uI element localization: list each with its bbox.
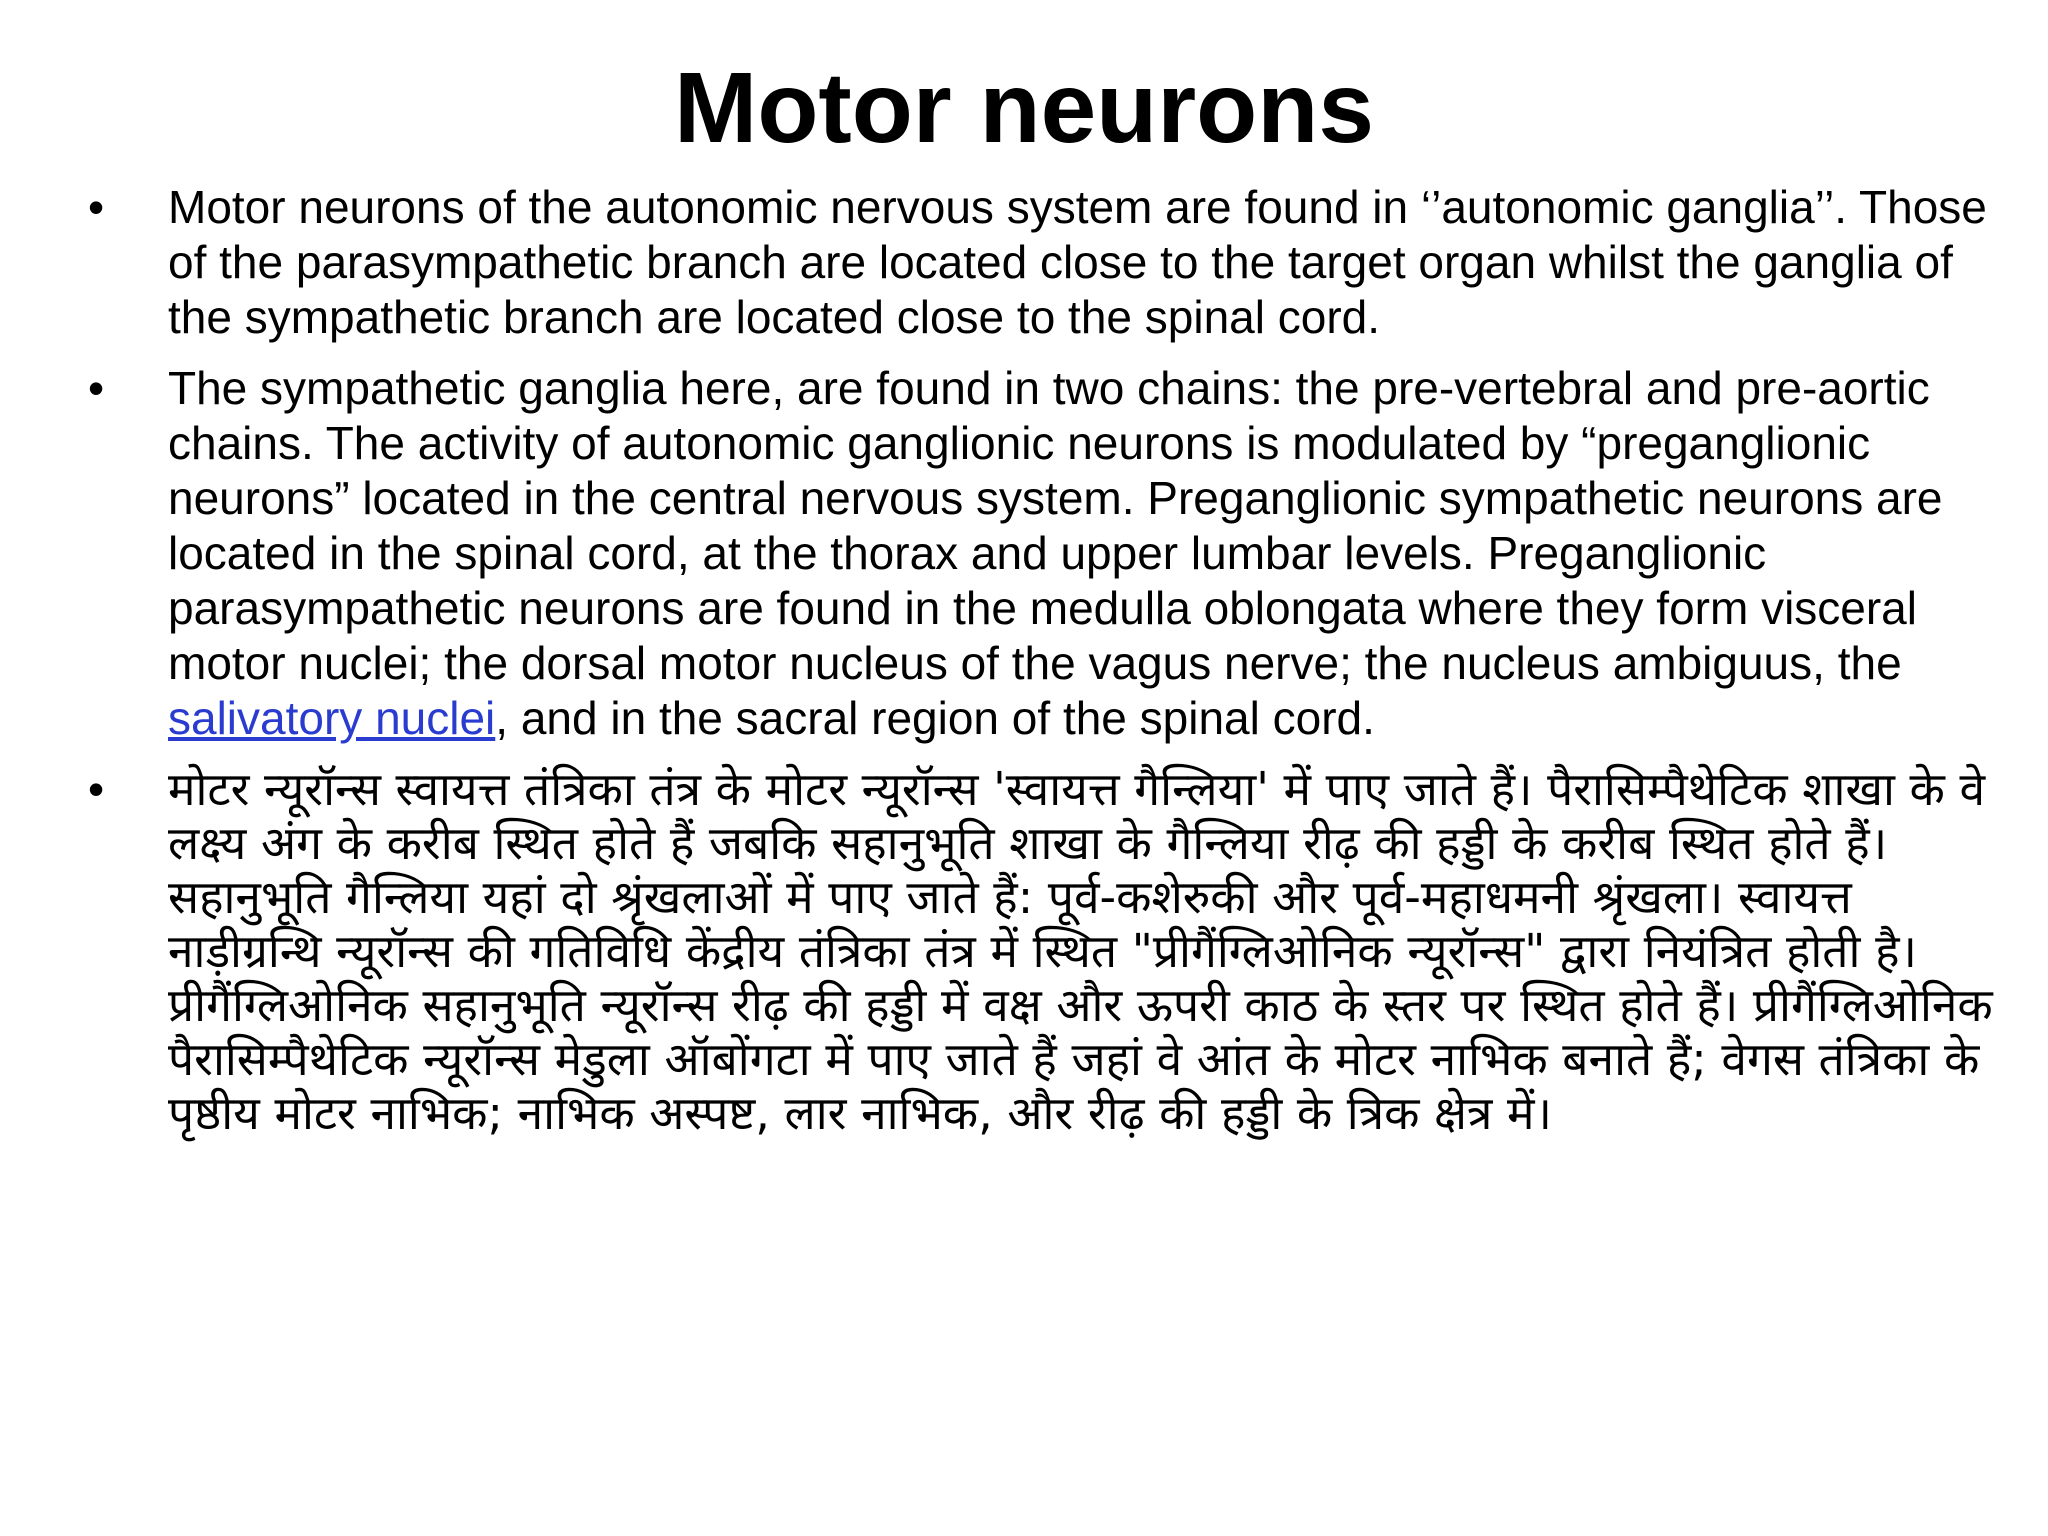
bullet-item-2: [88, 361, 2018, 746]
bullet-text-2-before-link: The sympathetic ganglia here, are found in two chains: the pre-vertebral and pre-aortic chains. The activity of autonomic ganglionic neurons is modulated by “preganglionic neurons” located in the central nervous system. Preganglionic sympathetic neurons are located in the spinal cord, at the thorax and upper lumbar levels. Preganglionic parasympathetic neurons are found in the medulla oblongata where they form visceral motor nuclei; the dorsal motor nucleus of the vagus nerve; the nucleus ambiguus, the: [168, 362, 1943, 689]
bullet-text-3-hindi: मोटर न्यूरॉन्स स्वायत्त तंत्रिका तंत्र के मोटर न्यूरॉन्स 'स्वायत्त गैन्लिया' में पाए जाते हैं। पैरासिम्पैथेटिक शाखा के वे लक्ष्य अंग के करीब स्थित होते हैं जबकि सहानुभूति शाखा के गैन्लिया रीढ़ की हड्डी के करीब स्थित होते हैं। सहानुभूति गैन्लिया यहां दो श्रृंखलाओं में पाए जाते हैं: पूर्व-कशेरुकी और पूर्व-महाधमनी श्रृंखला। स्वायत्त नाड़ीग्रन्थि न्यूरॉन्स की गतिविधि केंद्रीय तंत्रिका तंत्र में स्थित "प्रीगैंग्लिओनिक न्यूरॉन्स" द्वारा नियंत्रित होती है। प्रीगैंग्लिओनिक सहानुभूति न्यूरॉन्स रीढ़ की हड्डी में वक्ष और ऊपरी काठ के स्तर पर स्थित होते हैं। प्रीगैंग्लिओनिक पैरासिम्पैथेटिक न्यूरॉन्स मेडुला ऑबोंगटा में पाए जाते हैं जहां वे आंत के मोटर नाभिक बनाते हैं; वेगस तंत्रिका के पृष्ठीय मोटर नाभिक; नाभिक अस्पष्ट, लार नाभिक, और रीढ़ की हड्डी के त्रिक क्षेत्र में।: [168, 762, 1993, 1140]
bullet-text-2: [168, 361, 2018, 746]
bullet-marker: •: [88, 763, 105, 815]
slide-title: Motor neurons: [674, 52, 1374, 164]
bullet-marker: •: [88, 362, 105, 414]
bullet-marker: •: [88, 181, 105, 233]
bullet-item-3: [88, 762, 2018, 1140]
salivatory-nuclei-link[interactable]: salivatory nuclei: [168, 692, 496, 744]
bullet-item-1: [88, 180, 2018, 345]
bullet-text-1: Motor neurons of the autonomic nervous system are found in ‘’autonomic ganglia’’. Those of the parasympathetic branch are located close to the target organ whilst the ganglia of the sympathetic branch are located close to the spinal cord.: [168, 181, 1987, 343]
bullet-text-2-after-link: , and in the sacral region of the spinal cord.: [495, 692, 1375, 744]
bullet-list: [88, 180, 2018, 1156]
